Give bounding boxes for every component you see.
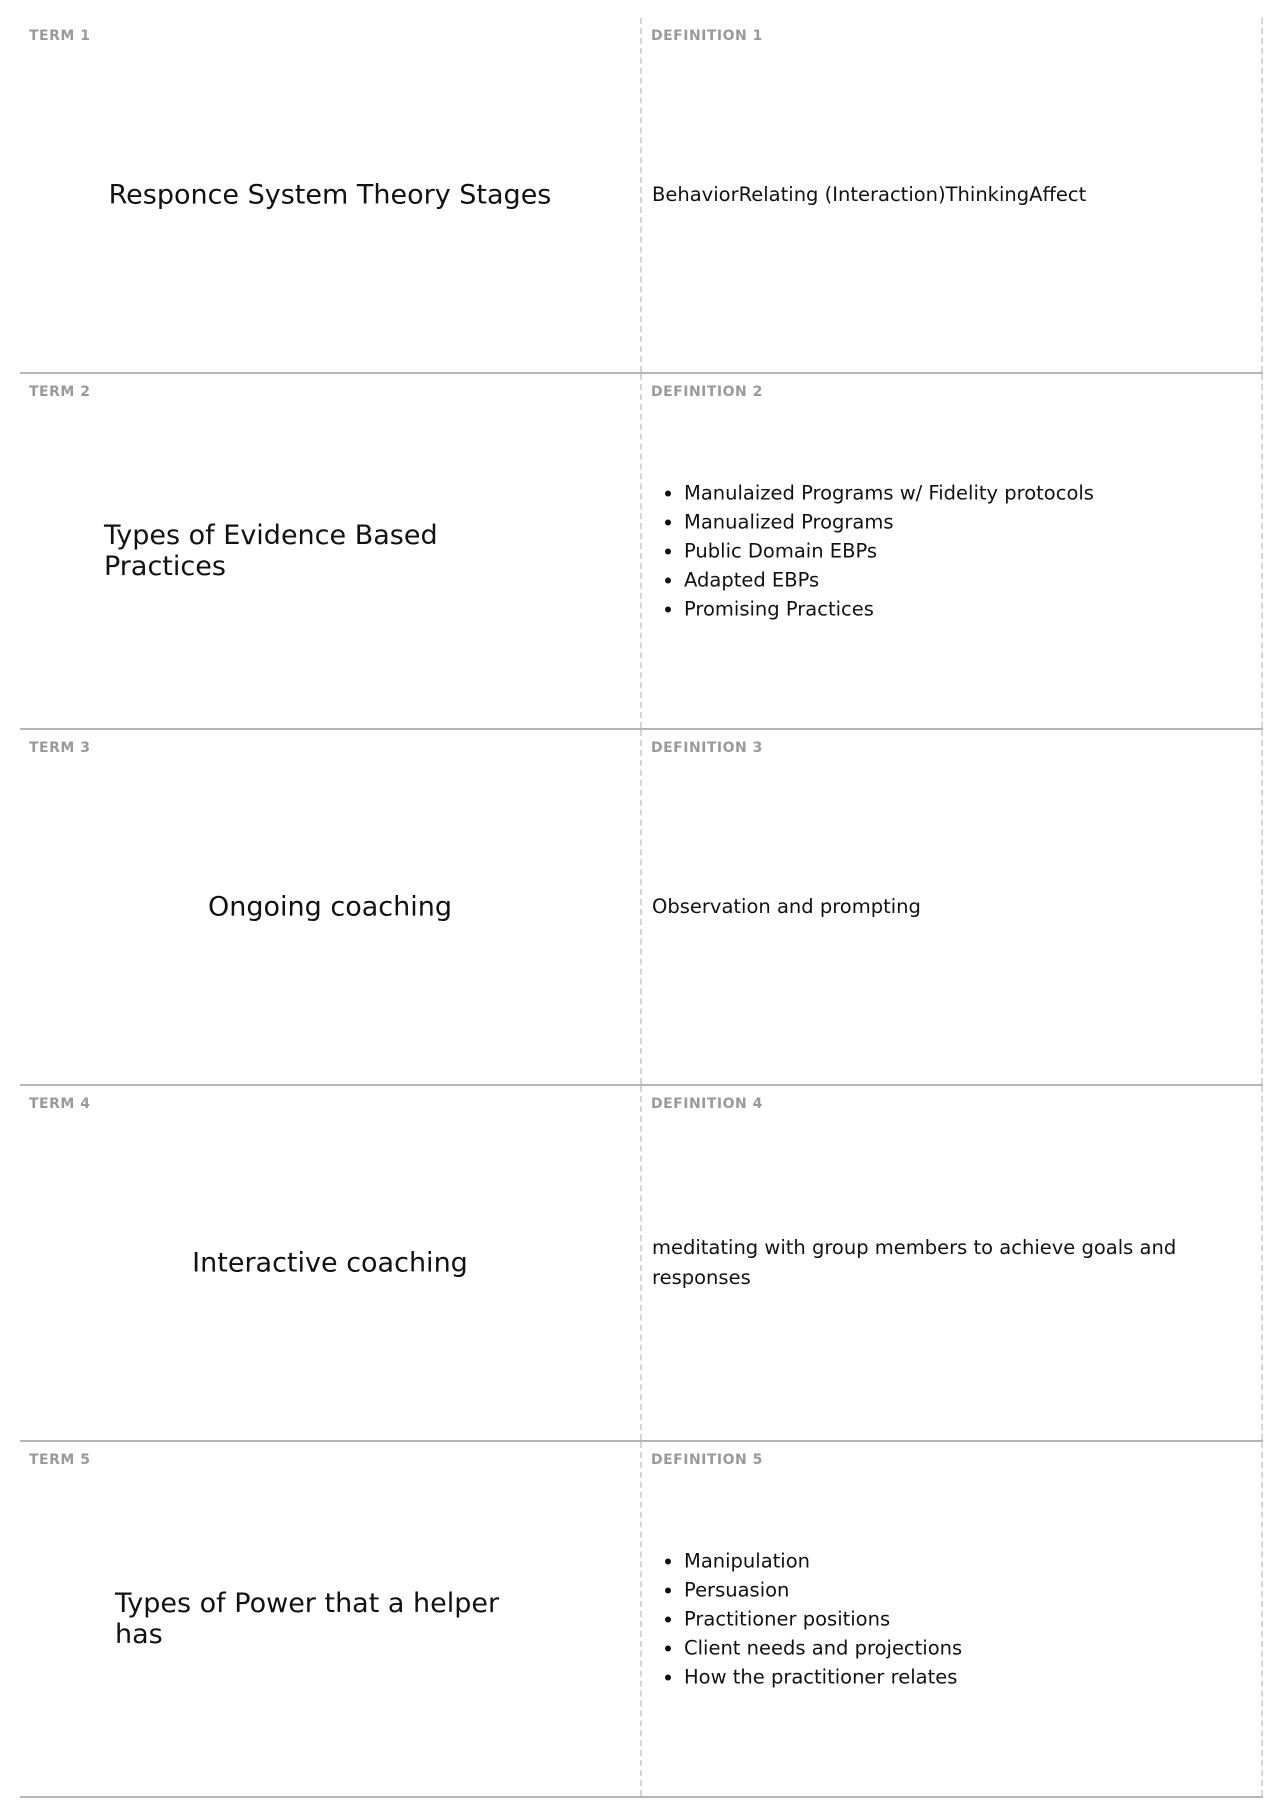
definition-label: DEFINITION 3 — [651, 740, 763, 756]
term-label: TERM 4 — [29, 1096, 91, 1112]
term-cell — [20, 18, 642, 372]
definition-cell — [642, 1442, 1263, 1796]
definition-label: DEFINITION 5 — [651, 1452, 763, 1468]
definition-list — [652, 479, 1221, 624]
definition-text: Observation and prompting — [652, 895, 921, 918]
definition-label: DEFINITION 2 — [651, 384, 763, 400]
term-cell — [20, 730, 642, 1084]
flashcard-row — [20, 374, 1263, 730]
term-text: Types of Evidence Based Practices — [104, 520, 438, 582]
term-label: TERM 2 — [29, 384, 91, 400]
flashcard-row — [20, 1442, 1263, 1798]
definition-list-item: • Public Domain EBPs — [684, 537, 1221, 566]
definition-list-item: • Persuasion — [684, 1576, 1221, 1605]
definition-cell — [642, 1086, 1263, 1440]
definition-list-container — [652, 479, 1221, 624]
term-label: TERM 1 — [29, 28, 91, 44]
definition-list — [652, 1547, 1221, 1692]
definition-cell — [642, 374, 1263, 728]
definition-list-item: • Practitioner positions — [684, 1605, 1221, 1634]
flashcard-row — [20, 18, 1263, 374]
definition-list-item: • Adapted EBPs — [684, 566, 1221, 595]
flashcard-sheet — [20, 18, 1263, 1798]
definition-list-item: • How the practitioner relates — [684, 1663, 1221, 1692]
definition-text: meditating with group members to achieve goals and responses — [652, 1236, 1177, 1289]
definition-list-container — [652, 1547, 1221, 1692]
definition-text: BehaviorRelating (Interaction)ThinkingAffect — [652, 183, 1087, 206]
term-cell — [20, 1086, 642, 1440]
definition-list-item: • Manulaized Programs w/ Fidelity protocols — [684, 479, 1221, 508]
definition-list-item: • Promising Practices — [684, 595, 1221, 624]
term-text: Types of Power that a helper has — [115, 1588, 500, 1650]
term-text: Ongoing coaching — [208, 891, 452, 923]
definition-list-item: • Client needs and projections — [684, 1634, 1221, 1663]
definition-cell — [642, 730, 1263, 1084]
definition-label: DEFINITION 1 — [651, 28, 763, 44]
term-text: Responce System Theory Stages — [108, 179, 552, 211]
definition-list-item: • Manualized Programs — [684, 508, 1221, 537]
term-cell — [20, 1442, 642, 1796]
definition-cell — [642, 18, 1263, 372]
term-label: TERM 3 — [29, 740, 91, 756]
flashcard-row — [20, 730, 1263, 1086]
definition-list-item: • Manipulation — [684, 1547, 1221, 1576]
term-text: Interactive coaching — [192, 1247, 468, 1279]
term-label: TERM 5 — [29, 1452, 91, 1468]
flashcard-row — [20, 1086, 1263, 1442]
definition-label: DEFINITION 4 — [651, 1096, 763, 1112]
term-cell — [20, 374, 642, 728]
